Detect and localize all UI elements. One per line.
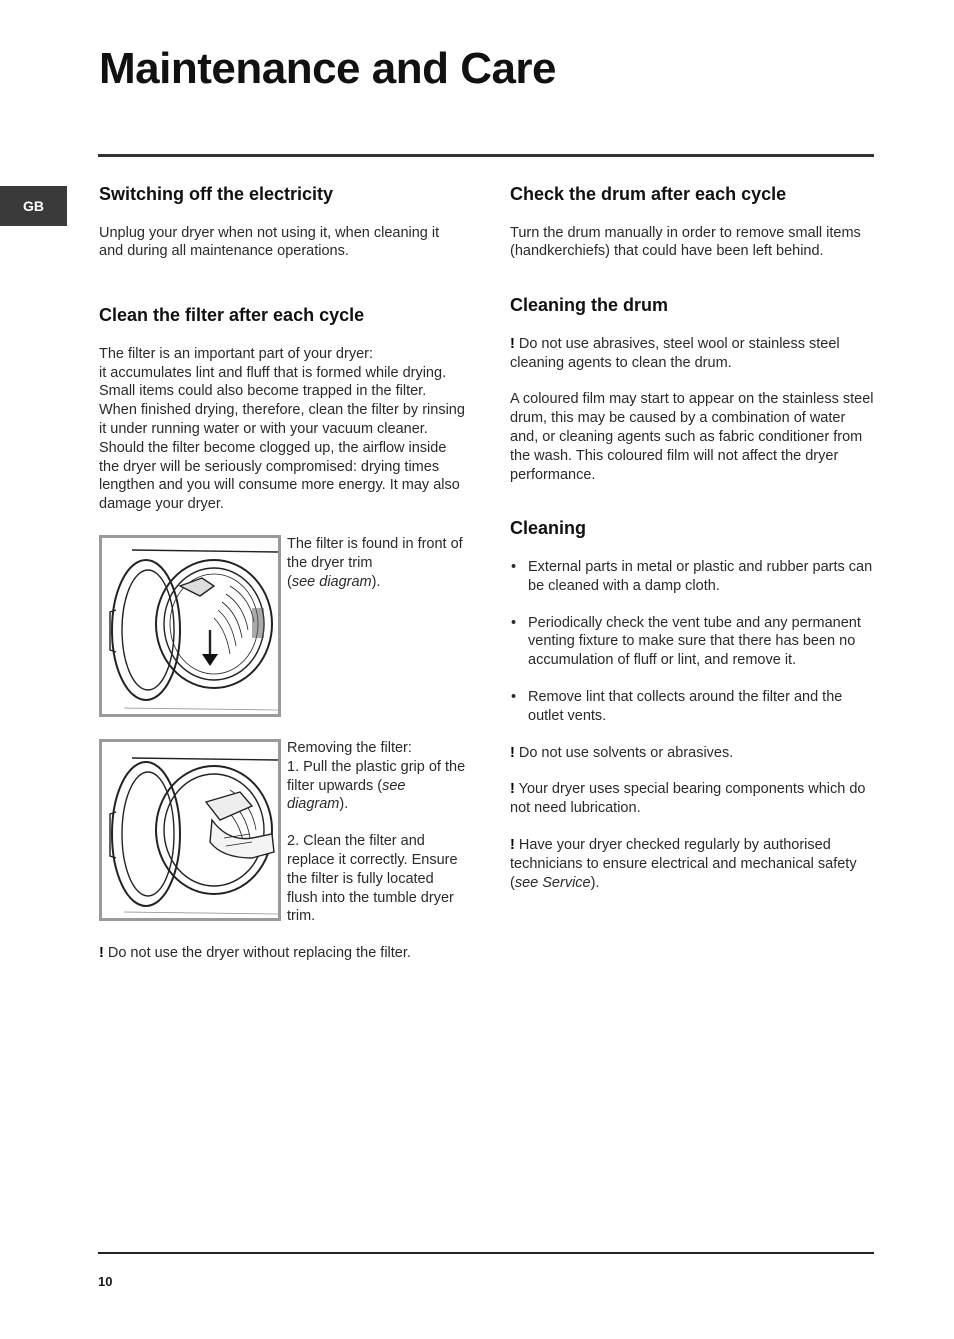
dryer-filter-diagram-2 — [99, 739, 281, 921]
caption-removing-title: Removing the filter: — [287, 739, 412, 756]
link-see-service: see Service — [514, 874, 591, 891]
warning-filter-text: Do not use the dryer without replacing the filter. — [103, 945, 411, 962]
header-rule — [98, 154, 874, 157]
figure-removing-filter — [99, 739, 467, 926]
warning-icon: ! — [510, 781, 515, 798]
caption-removing-filter — [287, 739, 467, 926]
caption-paren-open: ( — [287, 573, 292, 590]
figure-filter-location — [99, 535, 467, 717]
text-check-drum: Turn the drum manually in order to remove small items (handkerchiefs) that could have been left behind. — [510, 224, 861, 260]
list-item: • Periodically check the vent tube and any permanent venting fixture to make sure that there has been no accumulation of fluff or lint, and remove it. — [510, 614, 876, 670]
caption-filter-location — [287, 535, 467, 591]
list-item: • Remove lint that collects around the filter and the outlet vents. — [510, 688, 876, 726]
warning-icon: ! — [510, 744, 515, 761]
caption-step-2: 2. Clean the filter and replace it correctly. Ensure the filter is fully located flush into the tumble dryer trim. — [287, 833, 458, 925]
text-filter-intro: The filter is an important part of your dryer: — [99, 345, 373, 362]
language-tab: GB — [0, 186, 67, 226]
page-number: 10 — [98, 1274, 113, 1289]
warning-filter — [99, 944, 467, 963]
footer-rule — [98, 1252, 874, 1254]
warning-service-close: ). — [590, 874, 600, 891]
text-switching-off: Unplug your dryer when not using it, when cleaning it and during all maintenance operations. — [99, 224, 440, 260]
warning-cleaning-drum-text: Do not use abrasives, steel wool or stainless steel cleaning agents to clean the drum. — [510, 335, 840, 371]
warning-service — [510, 836, 876, 892]
caption-step-1-see-diagram: see diagram — [287, 777, 406, 813]
section-check-drum — [510, 184, 876, 261]
left-column — [99, 184, 467, 963]
caption-see-diagram: see diagram — [291, 573, 372, 590]
cleaning-list — [510, 558, 876, 726]
warning-icon: ! — [99, 945, 104, 962]
warning-solvents-text: Do not use solvents or abrasives. — [514, 744, 734, 761]
section-cleaning — [510, 518, 876, 892]
section-clean-filter — [99, 305, 467, 963]
warning-service-text: Have your dryer checked regularly by authorised technicians to ensure electrical and mechanical safety ( — [510, 836, 857, 891]
list-item: • External parts in metal or plastic and rubber parts can be cleaned with a damp cloth. — [510, 558, 876, 596]
text-coloured-film: A coloured film may start to appear on the stainless steel drum, this may be caused by a combination of water and, or cleaning agents such as fabric conditioner from the wash. This coloured film will not affect the dryer performance. — [510, 391, 874, 483]
section-switching-off — [99, 184, 467, 261]
text-filter-body: it accumulates lint and fluff that is formed while drying. Small items could also become trapped in the filter. When finished drying, therefore, clean the filter by rinsing it under running water or with your vacuum cleaner. Should the filter become clogged up, the airflow inside the dryer will be seriously compromised: drying times lengthen and you will consume more energy. It may also damage your dryer. — [99, 364, 465, 513]
warning-bearings-text: Your dryer uses special bearing components which do not need lubrication. — [510, 781, 866, 817]
warning-solvents — [510, 744, 876, 763]
caption-step-1-close: ). — [339, 796, 349, 813]
heading-switching-off: Switching off the electricity — [99, 184, 334, 204]
heading-cleaning: Cleaning — [510, 518, 587, 539]
page-title: Maintenance and Care — [99, 44, 557, 93]
caption-step-1: 1. Pull the plastic grip of the filter upwards ( — [287, 758, 466, 794]
warning-bearings — [510, 780, 876, 818]
section-cleaning-drum — [510, 295, 876, 484]
caption-paren-close: ). — [371, 573, 381, 590]
caption-filter-location-text: The filter is found in front of the dryer trim — [287, 535, 463, 571]
warning-icon: ! — [510, 335, 515, 352]
warning-cleaning-drum — [510, 335, 876, 373]
heading-check-drum: Check the drum after each cycle — [510, 184, 787, 204]
right-column — [510, 184, 876, 892]
dryer-filter-diagram-1 — [99, 535, 281, 717]
heading-clean-filter: Clean the filter after each cycle — [99, 305, 365, 326]
heading-cleaning-drum: Cleaning the drum — [510, 295, 669, 316]
warning-icon: ! — [510, 836, 515, 853]
